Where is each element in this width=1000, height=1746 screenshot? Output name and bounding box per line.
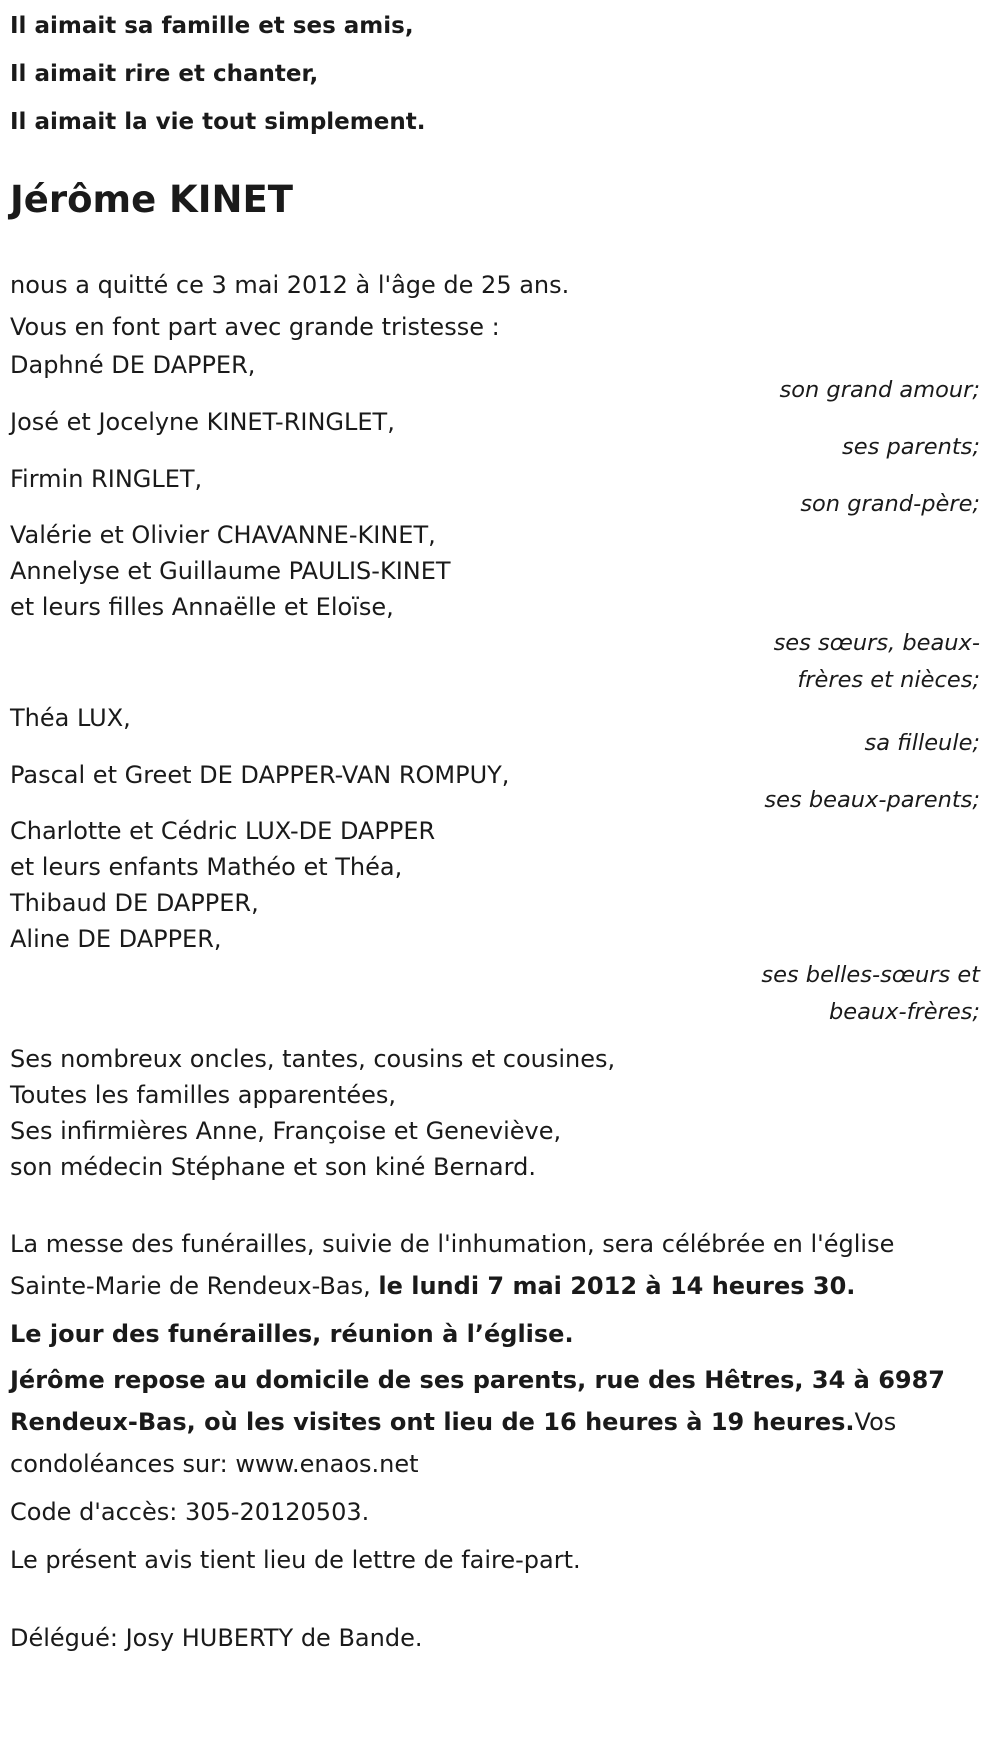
family-name: Aline DE DAPPER, xyxy=(10,925,222,953)
intro xyxy=(10,264,990,348)
family-entry xyxy=(10,699,990,762)
family-entry xyxy=(10,403,990,466)
family-entry xyxy=(10,813,990,1031)
family-relation: son grand-père; xyxy=(800,491,980,517)
family-relation: ses parents; xyxy=(842,434,980,460)
other-relatives-line: Ses infirmières Anne, Françoise et Geneviève, xyxy=(10,1117,562,1145)
repose-text: Jérôme repose au domicile de ses parents, rue des Hêtres, 34 à 6987 Rendeux-Bas, où les visites ont lieu de 16 heures à 19 heures. xyxy=(10,1366,946,1436)
obituary-notice xyxy=(10,0,990,1659)
family-relation: ses beaux-parents; xyxy=(764,787,980,813)
other-relatives-line: son médecin Stéphane et son kiné Bernard. xyxy=(10,1153,536,1181)
repose-info xyxy=(10,1359,985,1485)
epigraph-line: Il aimait la vie tout simplement. xyxy=(10,109,426,135)
family-name: Valérie et Olivier CHAVANNE-KINET, xyxy=(10,521,436,549)
other-relatives-line: Toutes les familles apparentées, xyxy=(10,1081,397,1109)
family-name: Thibaud DE DAPPER, xyxy=(10,889,259,917)
family-entry xyxy=(10,517,990,699)
family-name: Daphné DE DAPPER, xyxy=(10,351,256,379)
family-relation: sa filleule; xyxy=(864,730,980,756)
epigraph-line: Il aimait rire et chanter, xyxy=(10,61,319,87)
family-entry xyxy=(10,756,990,819)
condolences-text: Vos condoléances sur: www.enaos.net xyxy=(10,1408,897,1478)
notice-text: Le présent avis tient lieu de lettre de faire-part. xyxy=(10,1546,581,1574)
intro-line: Vous en font part avec grande tristesse : xyxy=(10,313,500,341)
family-name: Théa LUX, xyxy=(10,704,131,732)
family-entry xyxy=(10,346,990,409)
ceremony-info xyxy=(10,1223,985,1307)
family-name: et leurs filles Annaëlle et Eloïse, xyxy=(10,593,394,621)
family-relation: son grand amour; xyxy=(779,377,980,403)
family-name: et leurs enfants Mathéo et Théa, xyxy=(10,853,403,881)
family-name: Firmin RINGLET, xyxy=(10,465,203,493)
family-name: Charlotte et Cédric LUX-DE DAPPER xyxy=(10,817,436,845)
family-name: Pascal et Greet DE DAPPER-VAN ROMPUY, xyxy=(10,761,510,789)
epigraph-line: Il aimait sa famille et ses amis, xyxy=(10,13,414,39)
ceremony-text: La messe des funérailles, suivie de l'inhumation, sera célébrée en l'église Sainte-Marie de Rendeux-Bas, xyxy=(10,1230,895,1300)
epigraph xyxy=(10,2,990,146)
family-relation: ses belles-sœurs et beaux-frères; xyxy=(761,962,980,1025)
family-entry xyxy=(10,460,990,523)
ceremony-date: le lundi 7 mai 2012 à 14 heures 30. xyxy=(378,1272,856,1300)
other-relatives xyxy=(10,1041,990,1185)
funeral-details xyxy=(10,1223,990,1659)
delegate-text: Délégué: Josy HUBERTY de Bande. xyxy=(10,1624,423,1652)
family-name: José et Jocelyne KINET-RINGLET, xyxy=(10,408,395,436)
family-name: Annelyse et Guillaume PAULIS-KINET xyxy=(10,557,451,585)
deceased-name: Jérôme KINET xyxy=(10,178,293,221)
intro-line: nous a quitté ce 3 mai 2012 à l'âge de 25 ans. xyxy=(10,271,570,299)
access-code: Code d'accès: 305-20120503. xyxy=(10,1498,370,1526)
family-relation: ses sœurs, beaux-frères et nièces; xyxy=(773,630,980,693)
gathering-info: Le jour des funérailles, réunion à l’église. xyxy=(10,1320,574,1348)
other-relatives-line: Ses nombreux oncles, tantes, cousins et cousines, xyxy=(10,1045,616,1073)
